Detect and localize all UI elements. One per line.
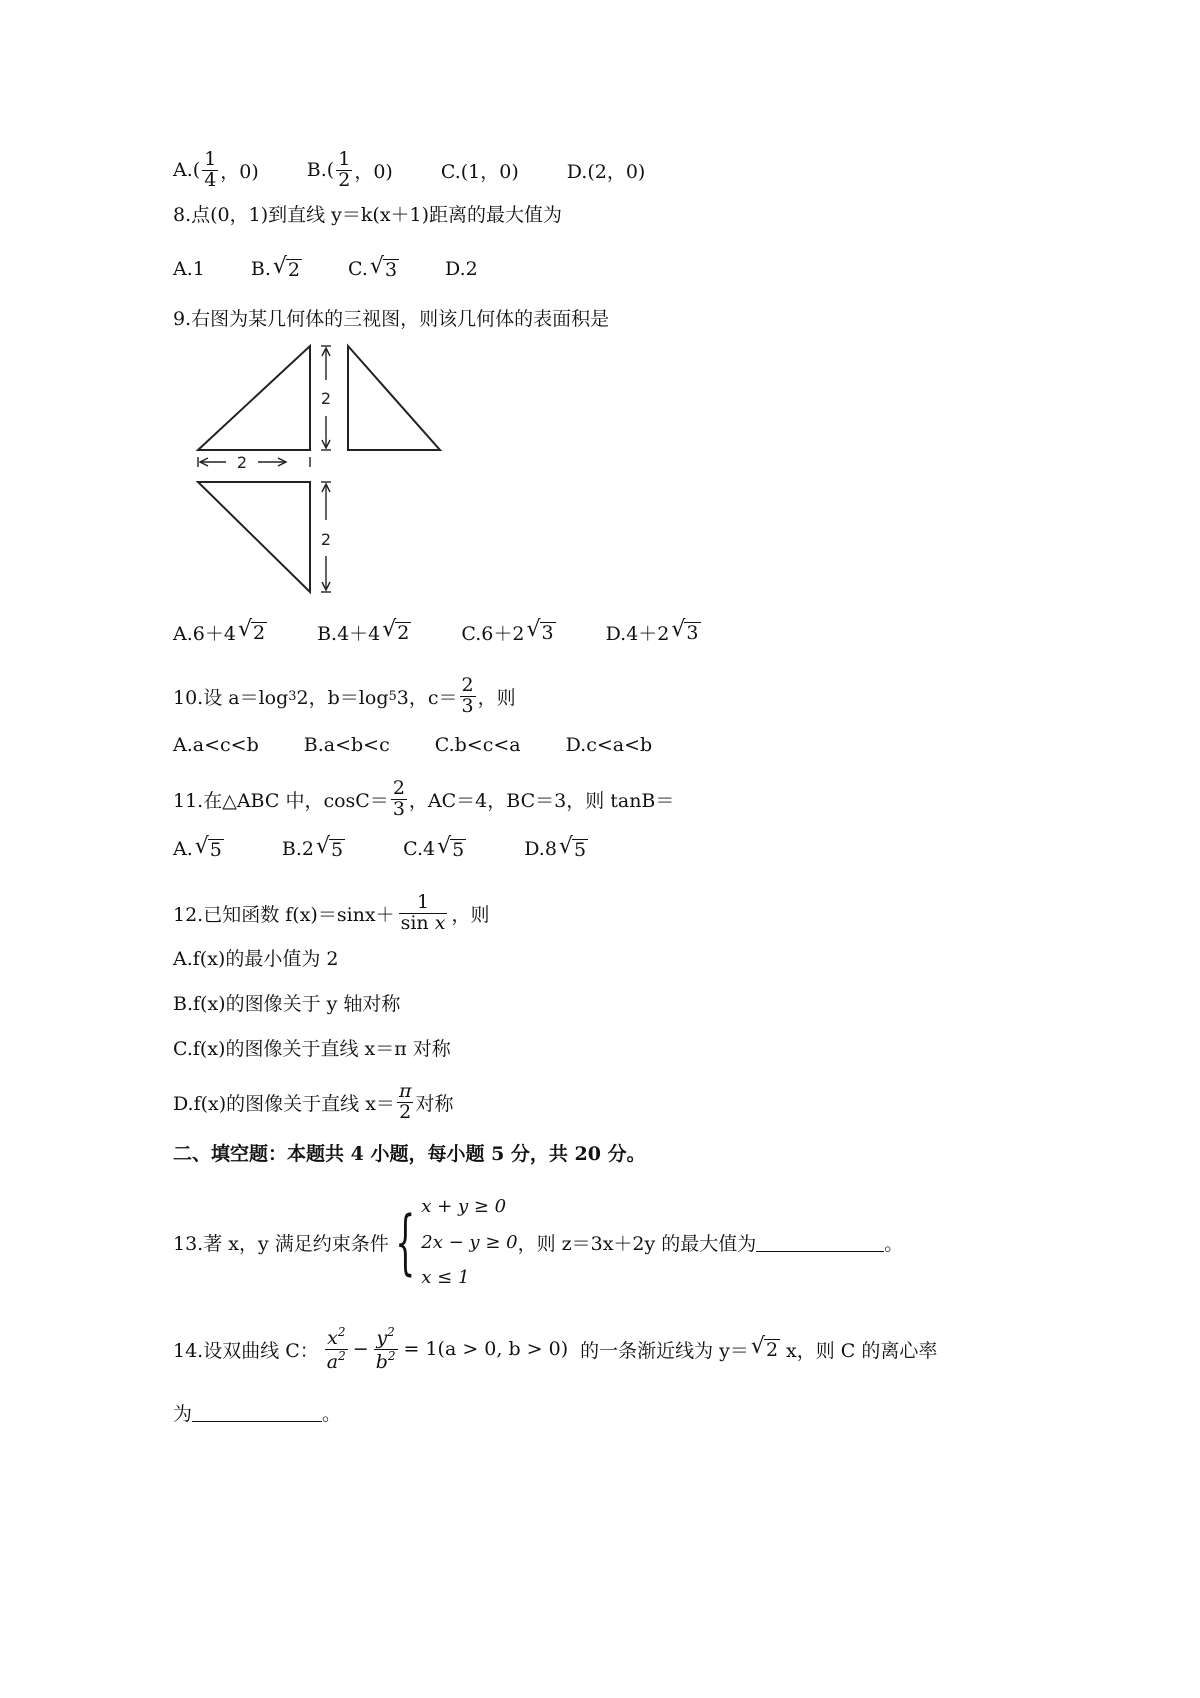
q11-option-a: A. √ 5 [173, 834, 222, 862]
q12-d-fraction: $\frac{\pi}{2}$ [398, 1079, 412, 1123]
front-view-triangle [198, 346, 310, 450]
sqrt: √ 5 [437, 834, 465, 862]
q8-options [173, 254, 478, 284]
q11-options [173, 834, 588, 864]
q11-fraction: $\frac{2}{3}$ [392, 776, 405, 820]
q13-stem: 13.著 x，y 满足约束条件 { x + y ≥ 0 2x − y ≥ 0 x ≤ 1 ，则 z＝3x＋2y 的最大值为 。 [173, 1196, 904, 1288]
sqrt: √ 2 [382, 617, 410, 645]
q7-b-fraction: $\frac{1}{2}$ [338, 147, 351, 191]
sqrt: √ 2 [237, 617, 266, 645]
top-view-triangle [198, 482, 310, 592]
q9-option-b: B.4＋4 √ 2 [317, 617, 410, 645]
sqrt: √ 5 [194, 834, 222, 862]
q8-option-d: D.2 [445, 258, 478, 280]
top-height-label: 2 [320, 530, 332, 549]
q8-option-c: C. √ 3 [348, 254, 398, 282]
constraint-system [421, 1196, 517, 1288]
sqrt: √ 2 [272, 254, 300, 282]
q8-stem: 8.点(0，1)到直线 y＝k(x＋1)距离的最大值为 [173, 204, 563, 226]
q7-option-a: A.( $\frac{1}{4}$ ，0) [173, 147, 259, 191]
q10-option-c: C.b<c<a [434, 734, 521, 756]
q10-option-d: D.c<a<b [565, 734, 653, 756]
sqrt: √ 5 [558, 834, 587, 862]
q11-option-d: D.8 √ 5 [524, 834, 587, 862]
x2-over-a2: $\frac{x^2}{a^2}$ [326, 1324, 346, 1373]
q12-option-d: D.f(x)的图像关于直线 x＝ $\frac{\pi}{2}$ 对称 [173, 1079, 454, 1123]
q12-option-c: C.f(x)的图像关于直线 x＝π 对称 [173, 1038, 451, 1060]
constraint-1: x + y ≥ 0 [421, 1196, 507, 1217]
q7-option-c: C.(1，0) [440, 160, 519, 183]
q14-line2: 为 。 [173, 1402, 342, 1425]
answer-blank[interactable] [192, 1403, 322, 1422]
side-view-triangle [348, 346, 440, 450]
sqrt: √ 3 [671, 617, 699, 645]
q7-a-fraction: $\frac{1}{4}$ [204, 147, 217, 191]
q11-stem: 11.在△ABC 中，cosC＝ $\frac{2}{3}$ ，AC＝4，BC＝3，则 tanB＝ [173, 776, 675, 820]
q12-option-a: A.f(x)的最小值为 2 [173, 948, 339, 970]
q9-option-a: A.6＋4 √ 2 [173, 617, 266, 645]
q12-option-b: B.f(x)的图像关于 y 轴对称 [173, 993, 401, 1015]
q10-options [173, 733, 652, 757]
constraint-3: x ≤ 1 [421, 1267, 470, 1288]
q11-option-b: B.2 √ 5 [281, 834, 344, 862]
three-view-diagram [180, 340, 500, 620]
q10-option-a: A.a<c<b [173, 734, 259, 756]
q7-options [173, 146, 645, 194]
q9-option-c: C.6＋2 √ 3 [461, 617, 554, 645]
sqrt: √ 2 [750, 1334, 779, 1362]
left-brace: { [395, 1201, 416, 1283]
q8-option-b: B. √ 2 [250, 254, 300, 282]
y2-over-b2: $\frac{y^2}{b^2}$ [375, 1324, 396, 1373]
q14-stem: 14.设双曲线 C： $\frac{x^2}{a^2}$ − $\frac{y^2}{b^2}$ = 1(a > 0, b > 0) 的一条渐近线为 y＝ √ 2 x，则 C 的离心率 [173, 1324, 938, 1373]
answer-blank[interactable] [756, 1233, 884, 1252]
section-heading: 二、填空题：本题共 4 小题，每小题 5 分，共 20 分。 [173, 1143, 646, 1165]
q7-option-b: B.( $\frac{1}{2}$ ，0) [306, 147, 393, 191]
q12-fraction: $\frac{1}{\text{sin x}}$ [400, 890, 446, 934]
q9-options [173, 617, 701, 647]
q7-option-d: D.(2，0) [566, 160, 646, 183]
sqrt: √ 3 [369, 254, 398, 282]
q9-stem: 9.右图为某几何体的三视图，则该几何体的表面积是 [173, 308, 610, 330]
front-width-label: 2 [236, 453, 248, 472]
q11-option-c: C.4 √ 5 [403, 834, 465, 862]
q10-stem: 10.设 a＝log 3 2，b＝log 5 3，c＝ $\frac{2}{3}$ ，则 [173, 673, 516, 717]
constraint-2: 2x − y ≥ 0 [421, 1231, 518, 1253]
q8-option-a: A.1 [173, 258, 205, 280]
hyperbola-condition: = 1(a > 0, b > 0) [403, 1338, 569, 1360]
sqrt: √ 3 [526, 617, 554, 645]
q10-option-b: B.a<b<c [303, 734, 390, 756]
q9-option-d: D.4＋2 √ 3 [605, 617, 699, 645]
sqrt: √ 5 [315, 834, 344, 862]
q10-fraction: $\frac{2}{3}$ [461, 673, 474, 717]
front-height-label: 2 [320, 389, 332, 408]
q12-stem: 12.已知函数 f(x)＝sinx＋ $\frac{1}{\text{sin x}}$ ，则 [173, 890, 490, 934]
